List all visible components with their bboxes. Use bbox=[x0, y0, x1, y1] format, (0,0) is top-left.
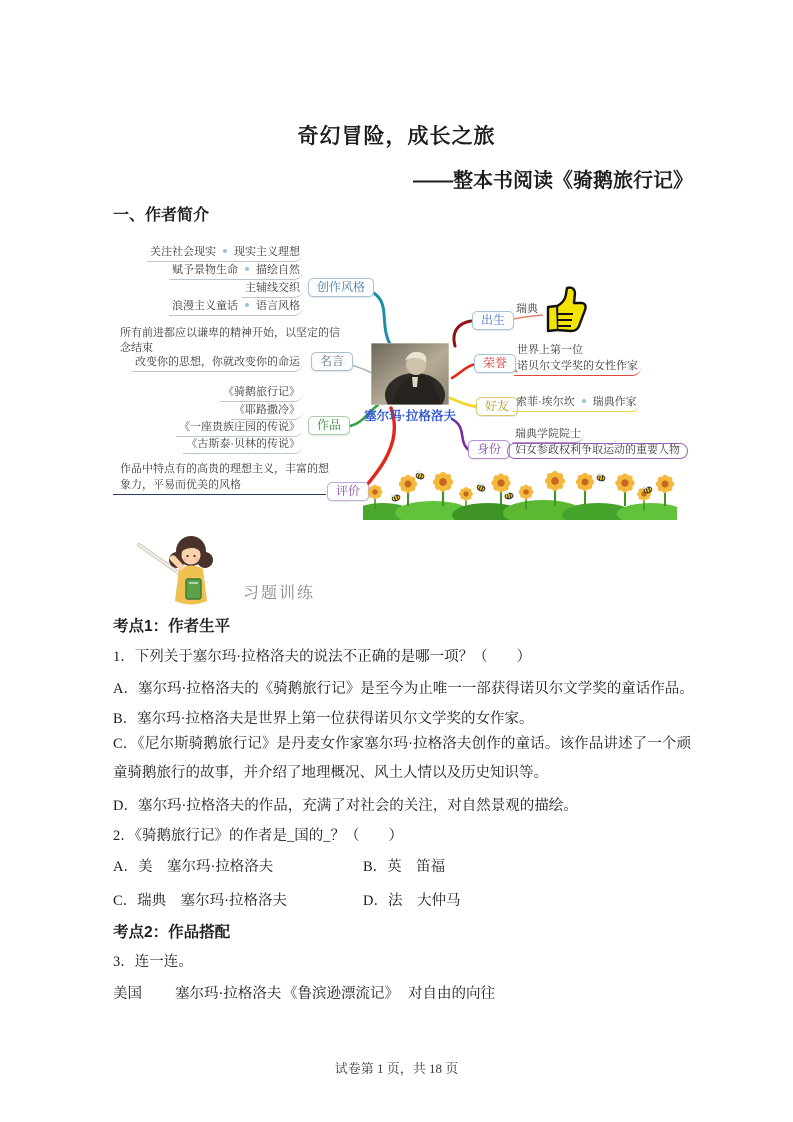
sunflower-garden-illustration bbox=[363, 466, 677, 520]
bullet-dot-icon bbox=[223, 249, 227, 253]
question-1: 1．下列关于塞尔玛·拉格洛夫的说法不正确的是哪一项？（ ） bbox=[113, 649, 532, 665]
mindmap-node-birth: 出生 bbox=[472, 311, 514, 330]
mindmap-style-row bbox=[147, 246, 303, 262]
style-row-value: 语言风格 bbox=[256, 300, 300, 312]
thumbs-up-icon bbox=[543, 286, 587, 334]
friend-row bbox=[513, 396, 640, 412]
match-item-theme: 对自由的向往 bbox=[408, 986, 495, 1002]
q1-option-a: A．塞尔玛·拉格洛夫的《骑鹅旅行记》是至今为止唯一一部获得诺贝尔文学奖的童话作品。 bbox=[113, 681, 694, 697]
mindmap-work-title: 《一座贵族庄园的传说》 bbox=[176, 421, 303, 437]
author-portrait-photo bbox=[371, 343, 449, 405]
style-row-label: 关注社会现实 bbox=[150, 246, 216, 258]
mindmap-node-identity: 身份 bbox=[468, 440, 510, 459]
question-2: 2．《骑鹅旅行记》的作者是_国的_？（ ） bbox=[113, 828, 403, 844]
style-row-label: 赋予景物生命 bbox=[172, 264, 238, 276]
mindmap-node-style: 创作风格 bbox=[308, 278, 374, 297]
style-row-value: 现实主义理想 bbox=[234, 246, 300, 258]
q2-option-b: B．英 笛福 bbox=[363, 859, 446, 875]
identity-line1: 瑞典学院院士 bbox=[512, 428, 584, 443]
q1-option-d: D．塞尔玛·拉格洛夫的作品，充满了对社会的关注，对自然景观的描绘。 bbox=[113, 798, 578, 814]
honor-line1: 世界上第一位 bbox=[517, 344, 583, 356]
mindmap-node-works: 作品 bbox=[308, 416, 350, 435]
style-row-label: 浪漫主义童话 bbox=[172, 300, 238, 312]
bullet-dot-icon bbox=[582, 399, 586, 403]
friend-desc: 瑞典作家 bbox=[592, 396, 637, 408]
bullet-dot-icon bbox=[245, 303, 249, 307]
kaodian2-heading: 考点2：作品搭配 bbox=[113, 924, 231, 941]
mindmap-evaluation-text: 作品中特点有的高贵的理想主义，丰富的想象力，平易而优美的风格 bbox=[120, 463, 329, 491]
q2-option-d: D．法 大仲马 bbox=[363, 893, 461, 909]
mindmap-work-title: 《古斯泰·贝林的传说》 bbox=[183, 438, 303, 454]
identity-line2: 妇女参政权利争取运动的重要人物 bbox=[507, 443, 688, 459]
bullet-dot-icon bbox=[245, 267, 249, 271]
mindmap-node-quote: 名言 bbox=[311, 352, 353, 371]
friend-name: 索菲·埃尔坎 bbox=[516, 396, 575, 408]
question-3: 3．连一连。 bbox=[113, 954, 193, 970]
section-heading-author-intro: 一、作者简介 bbox=[113, 207, 210, 224]
birth-place-label: 瑞典 bbox=[516, 303, 538, 315]
style-row-value: 描绘自然 bbox=[256, 264, 300, 276]
match-item-author: 塞尔玛·拉格洛夫 bbox=[175, 986, 282, 1002]
mindmap-node-honor: 荣誉 bbox=[474, 354, 516, 373]
page-subtitle: ——整本书阅读《骑鹅旅行记》 bbox=[413, 170, 693, 192]
mindmap-style-row bbox=[169, 264, 303, 280]
mindmap-work-title: 《骑鹅旅行记》 bbox=[220, 386, 303, 402]
mindmap-quote-long: 所有前进都应以谦卑的精神开始，以坚定的信念结束 bbox=[120, 327, 340, 354]
mindmap-quote-short: 改变你的思想，你就改变你的命运 bbox=[132, 356, 303, 372]
exercise-banner-label: 习题训练 bbox=[243, 585, 316, 602]
q2-option-a: A．美 塞尔玛·拉格洛夫 bbox=[113, 859, 274, 875]
mindmap-node-evaluation: 评价 bbox=[327, 482, 369, 501]
mindmap-node-friend: 好友 bbox=[476, 397, 518, 416]
page-title: 奇幻冒险，成长之旅 bbox=[297, 125, 496, 148]
mindmap-style-row bbox=[242, 282, 303, 298]
author-name-label: 塞尔玛·拉格洛夫 bbox=[364, 409, 456, 423]
q1-option-c: C．《尼尔斯骑鹅旅行记》是丹麦女作家塞尔玛·拉格洛夫创作的童话。该作品讲述了一个顽童骑鹅旅行的故事，并介绍了地理概况、风土人情以及历史知识等。 bbox=[113, 736, 691, 781]
q1-option-b: B．塞尔玛·拉格洛夫是世界上第一位获得诺贝尔文学奖的女作家。 bbox=[113, 711, 534, 727]
match-item-country: 美国 bbox=[113, 986, 142, 1002]
q2-option-c: C．瑞典 塞尔玛·拉格洛夫 bbox=[113, 893, 287, 909]
mindmap-style-row bbox=[169, 300, 303, 316]
honor-line2: 诺贝尔文学奖的女性作家 bbox=[514, 360, 641, 376]
kaodian1-heading: 考点1：作者生平 bbox=[113, 618, 231, 635]
evaluation-branch-line bbox=[113, 494, 326, 495]
match-item-book: 《鲁滨逊漂流记》 bbox=[283, 986, 399, 1002]
page-footer: 试卷第 1 页，共 18 页 bbox=[334, 1061, 459, 1076]
style-row-label: 主辅线交织 bbox=[245, 282, 300, 294]
mindmap-work-title: 《耶路撒冷》 bbox=[231, 404, 303, 420]
teacher-illustration bbox=[133, 531, 235, 611]
